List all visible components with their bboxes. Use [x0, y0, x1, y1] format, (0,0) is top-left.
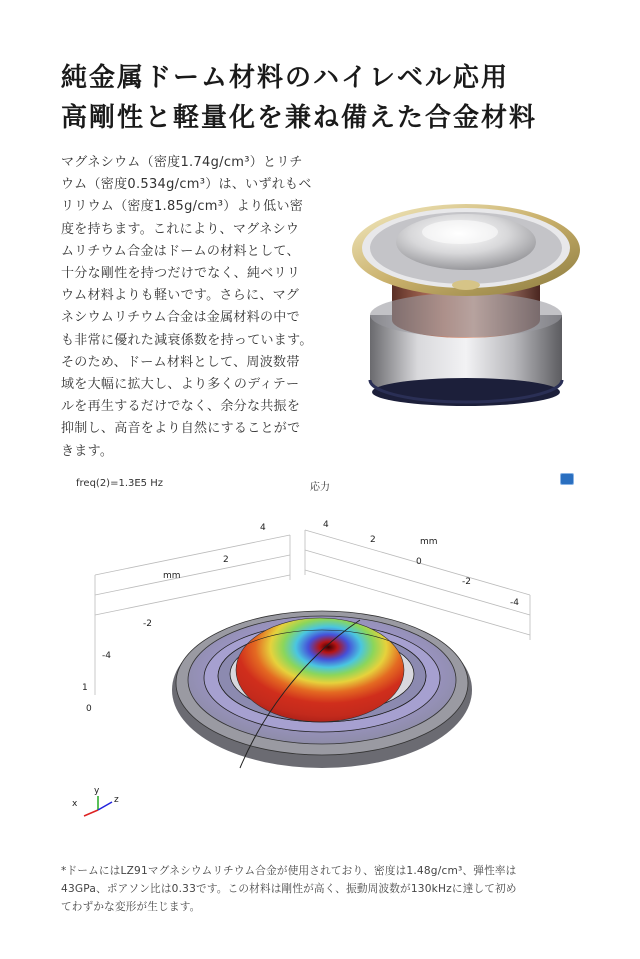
axis-y-label: y [94, 786, 100, 796]
description-paragraph [61, 152, 351, 463]
tick-label: 4 [260, 523, 266, 533]
description-line: きます。 [61, 443, 114, 459]
footnote-line: 43GPa、ポアソン比は0.33です。この材料は剛性が高く、振動周波数が130kHzに達して初め [61, 883, 517, 895]
description-line: マグネシウム（密度1.74g/cm³）とリチ [61, 155, 303, 170]
stress-simulation-plot [60, 500, 580, 830]
description-line: ネシウムリチウム合金は金属材料の中で [61, 310, 300, 326]
axis-z-label: z [114, 795, 119, 805]
tick-label: 2 [223, 555, 229, 565]
axis-unit-label: mm [163, 571, 181, 581]
footnote-line: てわずかな変形が生じます。 [61, 901, 201, 913]
driver-unit-image [350, 190, 582, 415]
description-line: ウム（密度0.534g/cm³）は、いずれもベ [61, 177, 312, 193]
description-line: も非常に優れた減衰係数を持っています。 [61, 332, 313, 348]
tick-label: 0 [86, 704, 92, 714]
tick-label: -2 [462, 577, 471, 587]
description-line: 域を大幅に拡大し、より多くのディテー [61, 377, 300, 393]
frequency-label: freq(2)=1.3E5 Hz [76, 478, 163, 489]
description-line: リリウム（密度1.85g/cm³）より低い密 [61, 199, 304, 215]
tick-label: 1 [82, 683, 88, 693]
description-line: ムリチウム合金はドームの材料として、 [61, 243, 300, 259]
description-line: ルを再生するだけでなく、余分な共振を [61, 399, 301, 415]
tick-label: 4 [323, 520, 329, 530]
page-title-line-1: 純金属ドーム材料のハイレベル応用 [61, 63, 510, 93]
axis-x-label: x [72, 799, 78, 809]
tick-label: -2 [143, 619, 152, 629]
tick-label: 2 [370, 535, 376, 545]
footnote-line: *ドームにはLZ91マグネシウムリチウム合金が使用されており、密度は1.48g/cm³、弾性率は [61, 865, 517, 877]
page-title-line-2: 高剛性と軽量化を兼ね備えた合金材料 [61, 103, 538, 133]
tick-label: -4 [102, 651, 111, 661]
tick-label: 0 [416, 557, 422, 567]
stress-label: 応力 [310, 482, 330, 493]
window-icon[interactable] [560, 473, 574, 485]
axis-unit-label: mm [420, 537, 438, 547]
description-line: 十分な剛性を持つだけでなく、純ベリリ [61, 266, 301, 282]
description-line: そのため、ドーム材料として、周波数帯 [61, 354, 300, 370]
description-line: 抑制し、高音をより自然にすることがで [61, 421, 301, 437]
description-line: 度を持ちます。これにより、マグネシウ [61, 221, 300, 237]
tick-label: -4 [510, 598, 519, 608]
description-line: ウム材料よりも軽いです。さらに、マグ [61, 288, 300, 304]
footnote [61, 862, 581, 916]
